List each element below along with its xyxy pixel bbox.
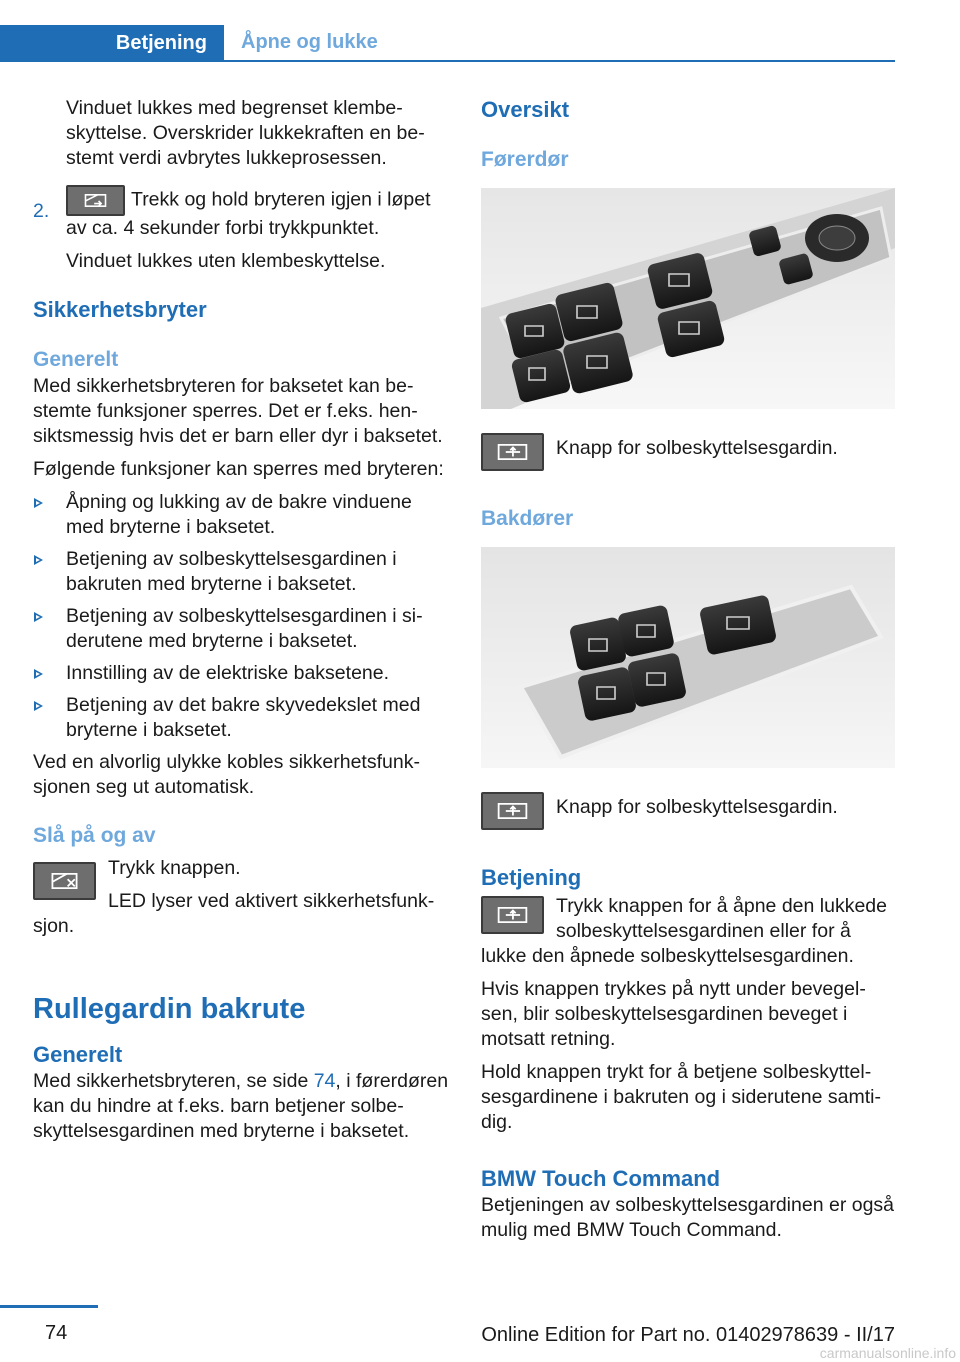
operation-hold: Hold knappen trykt for å betjene solbeskyttelsesgardinene i bakruten og i siderutene samtidig.	[481, 1061, 881, 1133]
caption-row-1	[481, 433, 895, 471]
paragraph-general: Med sikkerhetsbryteren for baksetet kan bestemte funksjoner sperres. Det er f.eks. hensiktsmessig hvis det er barn eller dyr i baksetet.	[33, 375, 443, 447]
paragraph-blind	[33, 1069, 451, 1144]
heading-betjening: Betjening	[481, 865, 582, 890]
heading-forerdor: Førerdør	[481, 148, 569, 171]
step-2	[33, 185, 451, 274]
left-column	[33, 96, 451, 1152]
onoff-press: Trykk knappen.	[108, 857, 241, 879]
list-item: Innstilling av de elektriske baksetene.	[33, 661, 451, 686]
list-item: Betjening av det bakre skyvedekslet med bryterne i baksetet.	[33, 693, 451, 743]
edition-text: Online Edition for Part no. 01402978639 - II/17	[481, 1324, 895, 1346]
caption-1: Knapp for solbeskyttelsesgardin.	[556, 437, 838, 459]
blocked-functions-list	[33, 490, 451, 743]
caption-2: Knapp for solbeskyttelsesgardin.	[556, 796, 838, 818]
section-tab-betjening[interactable]: Betjening	[0, 25, 224, 62]
heading-rullegardin-bakrute: Rullegardin bakrute	[33, 993, 306, 1025]
heading-bakdorer: Bakdører	[481, 507, 574, 530]
page-header	[0, 25, 895, 62]
heading-sla-pa-og-av: Slå på og av	[33, 824, 156, 847]
section-tab-apne-og-lukke[interactable]: Åpne og lukke	[241, 31, 378, 53]
operation-press: Trykk knappen for å åpne den lukkede solbeskyttelsesgardinen eller for å lukke den åpnede solbeskyttelsesgardinen.	[481, 895, 887, 967]
paragraph-following: Følgende funksjoner kan sperres med bryteren:	[33, 458, 444, 480]
list-item: Åpning og lukking av de bakre vinduene med bryterne i baksetet.	[33, 490, 451, 540]
operation-block	[481, 894, 895, 969]
heading-oversikt: Oversikt	[481, 97, 570, 122]
heading-generelt-2: Generelt	[33, 1042, 123, 1067]
sunblind-button-icon	[481, 792, 544, 830]
safety-switch-icon	[33, 862, 96, 900]
step-2-paragraph	[66, 185, 451, 241]
step-2-result: Vinduet lukkes uten klembeskyttelse.	[66, 250, 386, 272]
rear-door-switch-panel-image	[481, 547, 895, 768]
page-number: 74	[45, 1322, 68, 1344]
intro-paragraph: Vinduet lukkes med begrenset klembeskyttelse. Overskrider lukkekraften en bestemt verdi avbrytes lukkeprosessen.	[66, 97, 425, 169]
caption-row-2	[481, 792, 895, 830]
paragraph-accident: Ved en alvorlig ulykke kobles sikkerhetsfunksjonen seg ut automatisk.	[33, 751, 420, 798]
header-rule	[0, 60, 895, 62]
window-switch-icon	[66, 185, 125, 216]
onoff-block	[33, 856, 451, 947]
heading-bmw-touch-command: BMW Touch Command	[481, 1166, 721, 1191]
paragraph-blind-part1: Med sikkerhetsbryteren, se side	[33, 1070, 314, 1092]
heading-sikkerhetsbryter: Sikkerhetsbryter	[33, 297, 207, 322]
heading-generelt: Generelt	[33, 348, 119, 371]
operation-again: Hvis knappen trykkes på nytt under bevegelsen, blir solbeskyttelsesgardinen beveget i motsatt retning.	[481, 978, 866, 1050]
step-number: 2.	[33, 200, 50, 222]
sunblind-button-icon	[481, 896, 544, 934]
driver-door-switch-panel-image	[481, 188, 895, 409]
onoff-led: LED lyser ved aktivert sikkerhetsfunksjon.	[33, 890, 435, 937]
paragraph-blind-part2: , i førerdøren kan du hindre at f.eks. barn betjener solbeskyttelsesgardinen med bryterne i baksetet.	[33, 1070, 449, 1142]
page-link-74[interactable]: 74	[313, 1070, 336, 1092]
step-2-text: Trekk og hold bryteren igjen i løpet av ca. 4 sekunder forbi trykkpunktet.	[66, 188, 431, 239]
right-column	[481, 96, 895, 1251]
watermark: carmanualsonline.info	[819, 1345, 956, 1361]
list-item: Betjening av solbeskyttelsesgardinen i siderutene med bryterne i baksetet.	[33, 604, 451, 654]
touch-command-text: Betjeningen av solbeskyttelsesgardinen er også mulig med BMW Touch Command.	[481, 1194, 895, 1241]
footer-rule	[0, 1305, 98, 1308]
list-item: Betjening av solbeskyttelsesgardinen i bakruten med bryterne i baksetet.	[33, 547, 451, 597]
sunblind-button-icon	[481, 433, 544, 471]
